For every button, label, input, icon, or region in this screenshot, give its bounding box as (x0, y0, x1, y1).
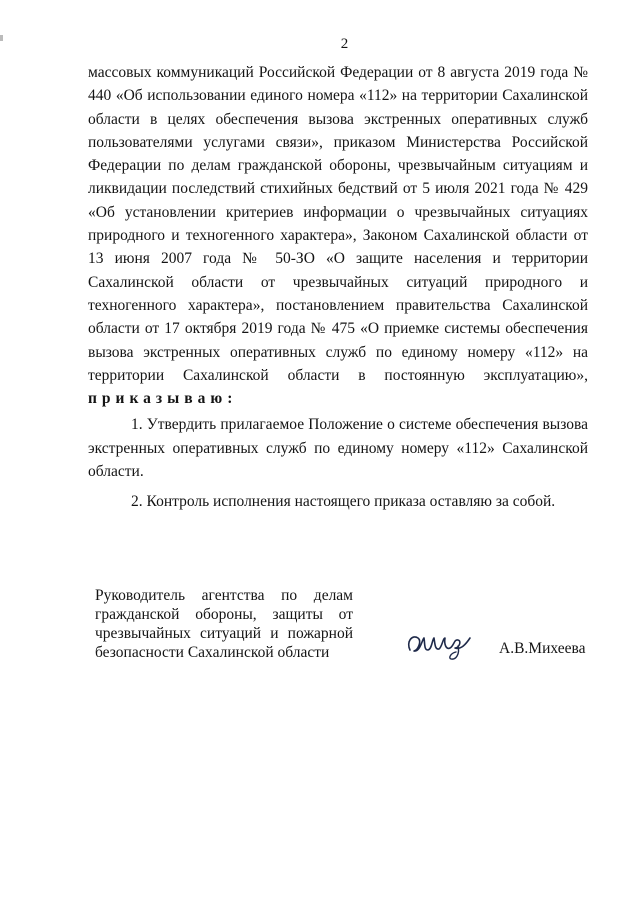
position-line-2: гражданской обороны, защиты от (95, 606, 353, 623)
order-word: приказываю: (88, 390, 238, 408)
intro-text: массовых коммуникаций Российской Федерации от 8 августа 2019 года № 440 «Об использовании единого номера «112» на территории Сахалинской области в целях обеспечения вызова экстренных оперативных служб пользователями услугами связи», приказом Министерства Российской Федерации по делам гражданской обороны, чрезвычайным ситуациям и ликвидации последствий стихийных бедствий от 5 июля 2021 года № 429 «Об установлении критериев информации о чрезвычайных ситуациях природного и техногенного характера», Законом Сахалинской области от 13 июня 2007 года № 50-ЗО «О защите населения и территории Сахалинской области от чрезвычайных ситуаций природного и техногенного характера», постановлением правительства Сахалинской области от 17 октября 2019 года № 475 «О приемке системы обеспечения вызова экстренных оперативных служб по единому номеру «112» на территории Сахалинской области в постоянную эксплуатацию», (88, 64, 588, 384)
position-line-1: Руководитель агентства по делам (95, 587, 353, 604)
order-item-1: 1. Утвердить прилагаемое Положение о системе обеспечения вызова экстренных оперативных служб по единому номеру «112» Сахалинской области. (88, 416, 588, 481)
position-line-3: чрезвычайных ситуаций и пожарной (95, 625, 353, 642)
handwritten-signature (404, 620, 476, 664)
order-item-2: 2. Контроль исполнения настоящего приказа оставляю за собой. (131, 493, 556, 511)
intro-paragraph (88, 61, 588, 410)
signature-position (95, 586, 353, 662)
order-body (88, 61, 588, 514)
signer-name: А.В.Михеева (499, 640, 586, 657)
left-edge-mark (0, 35, 3, 41)
position-line-4: безопасности Сахалинской области (95, 644, 330, 661)
page-number: 2 (340, 36, 349, 52)
